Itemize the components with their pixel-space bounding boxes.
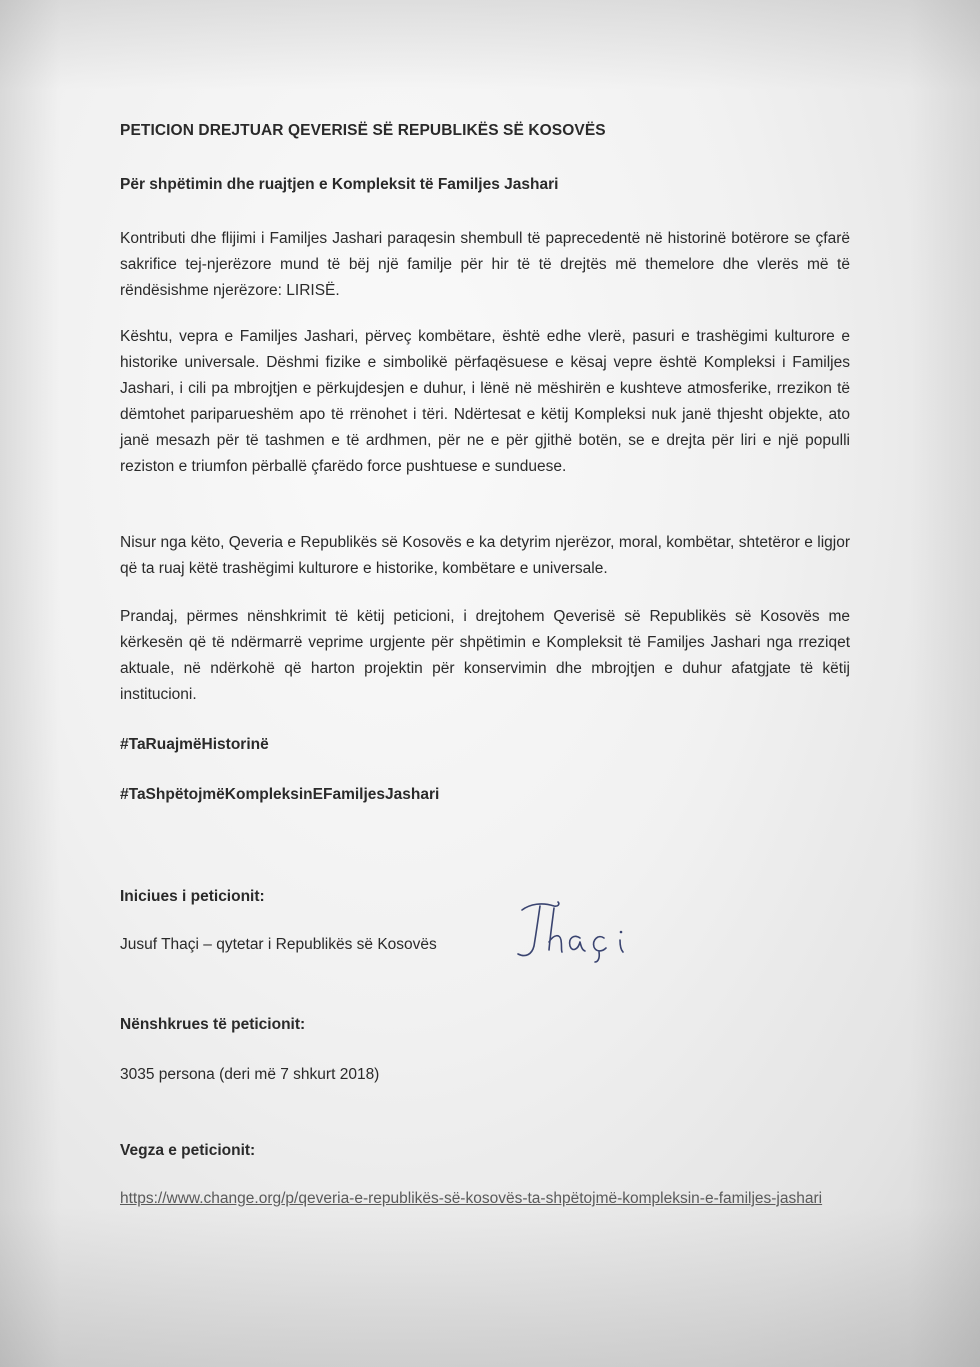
initiator-name: Jusuf Thaçi – qytetar i Republikës së Kosovës (120, 936, 437, 953)
petition-link[interactable]: https://www.change.org/p/qeveria-e-republikës-së-kosovës-ta-shpëtojmë-kompleksin-e-familjes-jashari (120, 1190, 823, 1207)
paragraph: Prandaj, përmes nënshkrimit të këtij peticioni, i drejtohem Qeverisë së Republikës së Kosovës me kërkesën që të ndërmarrë veprime urgjente për shpëtimin e Kompleksit të Familjes Jashari nga rreziqet aktuale, në ndërkohë që harton projektin për konservimin dhe mbrojtjen e duhur afatgjate të këtij institucioni. (120, 608, 850, 703)
signers-label: Nënshkrues të peticionit: (120, 1016, 306, 1033)
link-label: Vegza e peticionit: (120, 1142, 256, 1159)
photo-shadow (0, 1207, 980, 1367)
paragraph: Kështu, vepra e Familjes Jashari, përveç kombëtare, është edhe vlerë, pasuri e trashëgimi kulturore e historike universale. Dëshmi fizike e simbolikë përfaqësuese e kësaj vepre është Kompleksi i Familjes Jashari, i cili pa mbrojtjen e përkujdesjen e duhur, i lënë në mëshirën e kushteve atmosferike, rrezikon të dëmtohet pariparueshëm apo të rrënohet i tëri. Ndërtesat e këtij Kompleksi nuk janë thjesht objekte, ato janë mesazh për të tashmen e të ardhmen, për ne e për gjithë botën, se e drejta për liri e një populli reziston e triumfon përballë çfarëdo force pushtuese e sunduese. (120, 328, 850, 475)
photo-shadow (910, 0, 980, 1367)
photo-shadow (0, 0, 60, 1367)
document-title: PETICION DREJTUAR QEVERISË SË REPUBLIKËS SË KOSOVËS (120, 122, 606, 139)
document-subtitle: Për shpëtimin dhe ruajtjen e Kompleksit të Familjes Jashari (120, 176, 559, 193)
signers-count: 3035 persona (deri më 7 shkurt 2018) (120, 1066, 380, 1083)
paragraph: Kontributi dhe flijimi i Familjes Jashari paraqesin shembull të paprecedentë në historinë botërore se çfarë sakrifice tej-njerëzore mund të bëj një familje për hir të të drejtës më themelore dhe vlerës më të rëndësishme njerëzore: LIRISË. (120, 230, 850, 299)
initiator-label: Iniciues i peticionit: (120, 888, 265, 905)
paragraph: Nisur nga këto, Qeveria e Republikës së Kosovës e ka detyrim njerëzor, moral, kombëtar, shtetëror e ligjor që ta ruaj këtë trashëgimi kulturore e historike, kombëtare e universale. (120, 534, 850, 577)
handwritten-signature (508, 890, 658, 975)
photo-shadow (0, 0, 980, 90)
hashtag: #TaRuajmëHistorinë (120, 736, 269, 753)
hashtag: #TaShpëtojmëKompleksinEFamiljesJashari (120, 786, 440, 803)
